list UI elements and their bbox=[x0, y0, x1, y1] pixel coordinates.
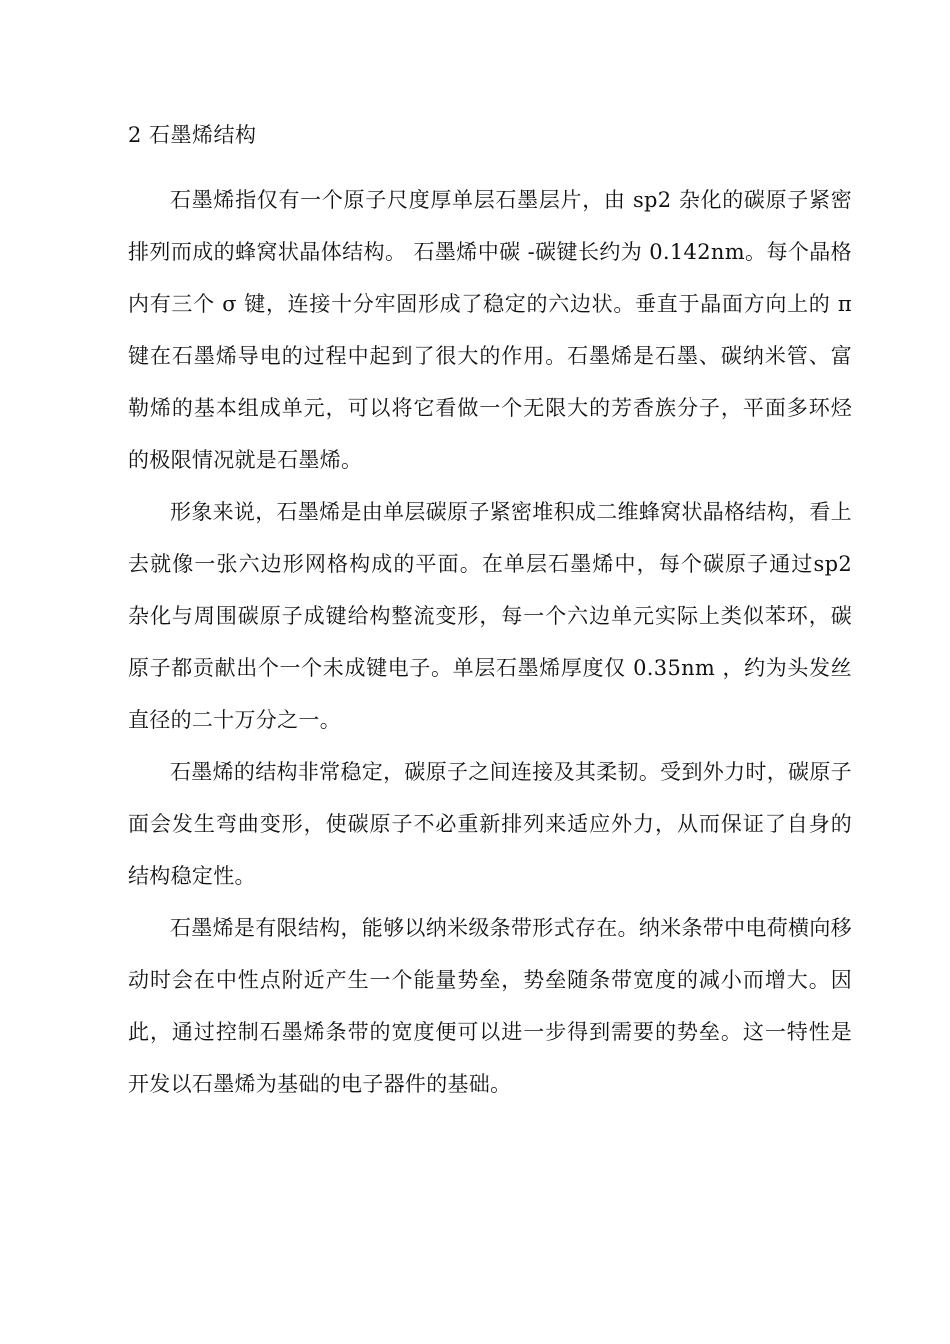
paragraph-honeycomb-lattice: 形象来说，石墨烯是由单层碳原子紧密堆积成二维蜂窝状晶格结构，看上去就像一张六边形网格构成的平面。在单层石墨烯中，每个碳原子通过sp2 杂化与周围碳原子成键给构整流变形，每一个六边单元实际上类似苯环，碳原子都贡献出个一个未成键电子。单层石墨烯厚度仅 0.35nm ，约为头发丝直径的二十万分之一。 bbox=[128, 500, 852, 732]
paragraph-nanoribbons: 石墨烯是有限结构，能够以纳米级条带形式存在。纳米条带中电荷横向移动时会在中性点附近产生一个能量势垒，势垒随条带宽度的减小而增大。因此，通过控制石墨烯条带的宽度便可以进一步得到需要的势垒。这一特性是开发以石墨烯为基础的电子器件的基础。 bbox=[128, 916, 852, 1096]
paragraph-definition: 石墨烯指仅有一个原子尺度厚单层石墨层片，由 sp2 杂化的碳原子紧密排列而成的蜂窝状晶体结构。 石墨烯中碳 -碳键长约为 0.142nm。每个晶格内有三个 σ 键，连接十分牢固形成了稳定的六边状。垂直于晶面方向上的 π 键在石墨烯导电的过程中起到了很大的作用。石墨烯是石墨、碳纳米管、富勒烯的基本组成单元，可以将它看做一个无限大的芳香族分子，平面多环烃的极限情况就是石墨烯。 bbox=[128, 188, 852, 472]
document-body bbox=[128, 114, 852, 1110]
paragraph-structural-stability: 石墨烯的结构非常稳定，碳原子之间连接及其柔韧。受到外力时，碳原子面会发生弯曲变形，使碳原子不必重新排列来适应外力，从而保证了自身的结构稳定性。 bbox=[128, 760, 852, 888]
section-heading: 2 石墨烯结构 bbox=[128, 123, 257, 147]
